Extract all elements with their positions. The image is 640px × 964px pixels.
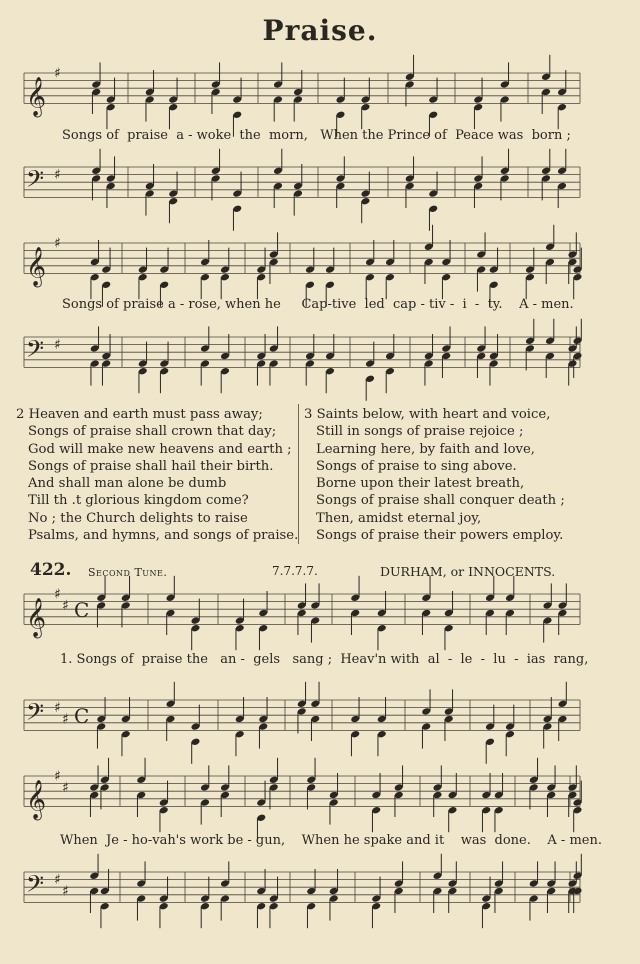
svg-text:♯: ♯ [62,711,69,728]
svg-text:♯: ♯ [62,597,69,614]
verse-3-line: Learning here, by faith and love, [316,441,535,457]
verse-3-line: Borne upon their latest breath, [316,476,525,492]
verse-2-line: No ; the Church delights to raise [28,510,248,526]
svg-text:𝄢: 𝄢 [26,164,45,198]
svg-text:𝄢: 𝄢 [26,697,45,731]
hymn-421-lyrics-line-1: Songs of praise a - woke the morn, When the Prince of Peace was born ; [62,128,571,143]
verse-2-line: God will make new heavens and earth ; [28,441,292,457]
svg-text:𝄞: 𝄞 [26,597,47,638]
verse-divider [298,404,299,544]
tune-name: DURHAM, or INNOCENTS. [380,564,556,579]
verse-3-line: 3 Saints below, with heart and voice, [304,407,551,422]
verse-2-line: Songs of praise shall crown that day; [28,424,277,440]
verse-2-line: And shall man alone be dumb [28,476,227,492]
verse-3-line: Then, amidst eternal joy, [316,510,482,526]
svg-text:𝄢: 𝄢 [26,869,45,903]
svg-text:♯: ♯ [54,586,61,603]
hymn-meter: 7.7.7.7. [272,564,318,578]
svg-text:♯: ♯ [54,700,61,717]
svg-text:♯: ♯ [54,768,61,785]
hymn-422-lyrics-line-1: 1. Songs of praise the an - gels sang ; Heav'n with al - le - lu - ias rang, [60,652,589,667]
hymn-number: 422. [30,560,72,580]
svg-text:♯: ♯ [54,167,61,184]
verse-3-line: Songs of praise to sing above. [316,458,517,474]
verse-2-line: Psalms, and hymns, and songs of praise. [28,528,299,544]
svg-text:♯: ♯ [54,872,61,889]
svg-text:𝄞: 𝄞 [26,246,47,287]
svg-text:♯: ♯ [62,779,69,796]
verse-3-line: Songs of praise their powers employ. [316,528,564,544]
verse-3-line: Still in songs of praise rejoice ; [316,424,524,440]
hymn-422-lyrics-line-2: When Je - ho-vah's work be - gun, When he spake and it was done. A - men. [60,833,602,848]
svg-text:♯: ♯ [54,235,61,252]
verse-3-line: Songs of praise shall conquer death ; [316,493,565,509]
verse-3 [304,406,565,544]
svg-text:𝄞: 𝄞 [26,779,47,820]
svg-text:𝄞: 𝄞 [26,76,47,117]
verse-2-line: Songs of praise shall hail their birth. [28,458,274,474]
verse-2-line: 2 Heaven and earth must pass away; [16,407,263,422]
svg-text:♯: ♯ [62,883,69,900]
svg-text:C: C [74,597,90,622]
svg-text:♯: ♯ [54,337,61,354]
svg-text:C: C [74,703,90,728]
svg-text:𝄢: 𝄢 [26,334,45,368]
page-title: Praise. [262,14,378,47]
svg-text:♯: ♯ [54,65,61,82]
verse-2 [16,406,298,544]
hymn-421-lyrics-line-2: Songs of praise a - rose, when he Cap-tive led cap - tiv - i - ty. A - men. [62,297,574,312]
hymn-subtitle: Second Tune. [88,566,168,579]
verse-2-line: Till th .t glorious kingdom come? [28,493,249,509]
